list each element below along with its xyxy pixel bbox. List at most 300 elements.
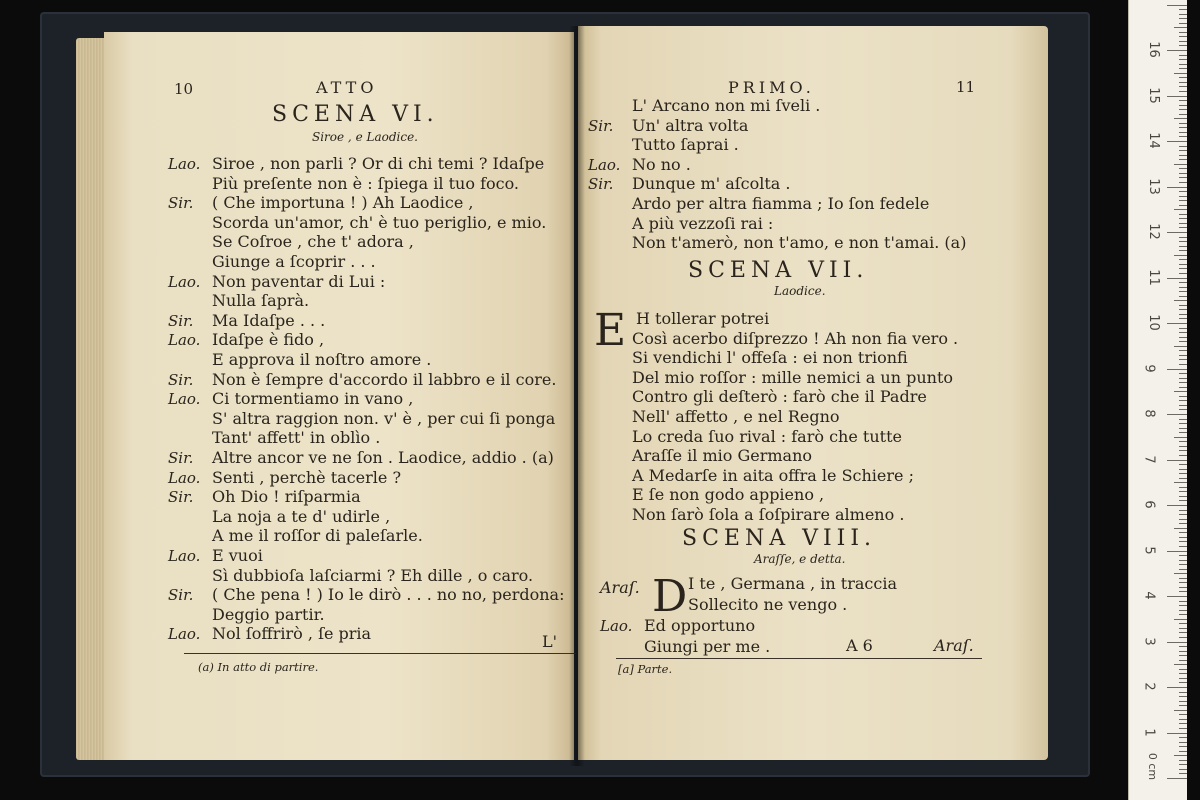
ruler-tick xyxy=(1179,182,1187,183)
ruler-number: 15 xyxy=(1145,86,1161,104)
ruler-tick xyxy=(1167,460,1187,461)
footnote-rule xyxy=(184,653,576,654)
ruler-tick xyxy=(1179,669,1187,670)
scene-characters: Siroe , e Laodice. xyxy=(312,130,418,144)
ruler-tick xyxy=(1179,692,1187,693)
ruler-number: 7 xyxy=(1141,454,1157,464)
ruler-tick xyxy=(1179,450,1187,451)
ruler-tick xyxy=(1179,9,1187,10)
ruler-tick xyxy=(1179,405,1187,406)
dialogue-text: Siroe , non parli ? Or di chi temi ? Idaſpe xyxy=(212,154,545,173)
drop-cap: E xyxy=(594,305,627,356)
dialogue-text: E vuoi xyxy=(212,546,263,565)
speaker-label: Lao. xyxy=(168,155,201,173)
ruler-tick xyxy=(1179,86,1187,87)
ruler-tick xyxy=(1179,241,1187,242)
ruler-tick xyxy=(1167,96,1187,97)
ruler-tick xyxy=(1179,36,1187,37)
ruler-tick xyxy=(1174,664,1187,665)
scene-characters-8: Araſſe, e detta. xyxy=(754,552,846,566)
ruler-tick xyxy=(1179,264,1187,265)
dialogue-line xyxy=(168,370,556,391)
book-gutter xyxy=(569,26,585,766)
speaker-label: Sir. xyxy=(168,586,194,605)
ruler-number: 11 xyxy=(1145,268,1161,286)
dialogue-text: Un' altra volta xyxy=(632,115,749,135)
ruler-tick xyxy=(1179,355,1187,356)
ruler-tick xyxy=(1174,118,1187,119)
ruler-number: 1 xyxy=(1141,727,1157,737)
ruler-tick xyxy=(1167,596,1187,597)
ruler-tick xyxy=(1179,114,1187,115)
dialogue-text: Altre ancor ve ne ſon . Laodice, addio . (a) xyxy=(212,448,554,467)
speaker-label: Sir. xyxy=(168,370,194,389)
ruler-tick xyxy=(1179,159,1187,160)
ruler-tick xyxy=(1179,359,1187,360)
dialogue-line xyxy=(168,487,361,508)
ruler-tick xyxy=(1167,232,1187,233)
ruler-tick xyxy=(1174,755,1187,756)
dialogue-line xyxy=(168,624,371,645)
monologue-line: Contro gli deſterò : farò che il Padre xyxy=(632,387,927,407)
ruler-tick xyxy=(1179,136,1187,137)
drop-cap-d: D xyxy=(652,571,688,622)
ruler-tick xyxy=(1179,132,1187,133)
ruler-tick xyxy=(1179,601,1187,602)
running-head: PRIMO. xyxy=(728,78,815,97)
page-number: 11 xyxy=(956,78,976,96)
ruler-tick xyxy=(1167,414,1187,415)
ruler-tick xyxy=(1179,387,1187,388)
ruler-tick xyxy=(1179,682,1187,683)
dialogue-text: Più preſente non è : ſpiega il tuo foco. xyxy=(212,173,520,193)
dialogue-text: ( Che importuna ! ) Ah Laodice , xyxy=(212,193,474,213)
speaker-label: Lao. xyxy=(588,155,621,174)
ruler-tick xyxy=(1179,441,1187,442)
ruler-tick xyxy=(1179,746,1187,747)
ruler-tick xyxy=(1179,532,1187,533)
ruler-tick xyxy=(1179,32,1187,33)
speaker-label: Sir. xyxy=(588,116,614,135)
ruler-tick xyxy=(1179,191,1187,192)
speaker-label: Lao. xyxy=(600,617,633,635)
monologue-line: E ſe non godo appieno , xyxy=(632,485,825,505)
ruler-tick xyxy=(1179,150,1187,151)
ruler-tick xyxy=(1179,205,1187,206)
ruler-tick xyxy=(1179,773,1187,774)
dialogue-line xyxy=(168,468,401,489)
dialogue-text: No no . xyxy=(632,154,691,174)
dialogue-text: Giunge a ſcoprir . . . xyxy=(212,252,376,271)
speaker-label: Lao. xyxy=(168,272,201,291)
monologue-line: Araſſe il mio Germano xyxy=(632,446,813,466)
footnote: (a) In atto di partire. xyxy=(198,660,319,674)
ruler-number: 13 xyxy=(1145,177,1161,195)
closing-line-2: Giungi per me . xyxy=(644,637,771,656)
ruler-tick xyxy=(1179,337,1187,338)
dialogue-text: Sì dubbioſa laſciarmi ? Eh dille , o caro. xyxy=(212,565,534,585)
ruler-tick xyxy=(1179,578,1187,579)
dialogue-line xyxy=(168,585,564,606)
monologue-line: H tollerar potrei xyxy=(636,309,770,328)
ruler-tick xyxy=(1179,23,1187,24)
dialogue-text: L' Arcano non mi ſveli . xyxy=(632,96,821,115)
dialogue-text: Oh Dio ! riſparmia xyxy=(212,487,361,507)
speaker-label: Sir. xyxy=(168,194,194,213)
ruler-tick xyxy=(1179,305,1187,306)
ruler-tick xyxy=(1179,546,1187,547)
dialogue-text: Ed opportuno xyxy=(644,616,756,635)
ruler-tick xyxy=(1167,505,1187,506)
ruler-tick xyxy=(1179,314,1187,315)
ruler-tick xyxy=(1167,50,1187,51)
ruler-tick xyxy=(1179,591,1187,592)
ruler-tick xyxy=(1179,610,1187,611)
dialogue-line xyxy=(168,272,385,293)
ruler-tick xyxy=(1179,91,1187,92)
dialogue-line xyxy=(168,193,473,214)
ruler-tick xyxy=(1167,778,1187,779)
ruler-tick xyxy=(1179,646,1187,647)
monologue-line: Così acerbo diſprezzo ! Ah non fia vero . xyxy=(632,328,959,348)
dialogue-line xyxy=(168,154,544,175)
dialogue-text: Nulla ſaprà. xyxy=(212,291,310,311)
right-page xyxy=(578,26,1048,760)
ruler-tick xyxy=(1179,273,1187,274)
ruler-tick xyxy=(1179,705,1187,706)
ruler-tick xyxy=(1179,491,1187,492)
dialogue-text: Ardo per altra fiamma ; Io ſon fedele xyxy=(632,194,930,213)
ruler-tick xyxy=(1179,146,1187,147)
ruler-tick xyxy=(1179,737,1187,738)
dialogue-line xyxy=(168,389,413,410)
ruler-tick xyxy=(1179,428,1187,429)
ruler-tick xyxy=(1179,82,1187,83)
ruler-number: 14 xyxy=(1145,132,1161,149)
ruler-tick xyxy=(1179,168,1187,169)
ruler-tick xyxy=(1179,555,1187,556)
ruler-tick xyxy=(1179,196,1187,197)
ruler-tick xyxy=(1179,510,1187,511)
dialogue-text: Non è ſempre d'accordo il labbro e il core. xyxy=(212,369,557,389)
scene-title-7: SCENA VII. xyxy=(688,258,869,283)
ruler-tick xyxy=(1179,519,1187,520)
ruler-number: 9 xyxy=(1141,363,1157,373)
scene8-line-2: Sollecito ne vengo . xyxy=(688,595,848,614)
dialogue-line xyxy=(168,252,376,272)
dialogue-line xyxy=(168,526,423,546)
dialogue-text: E approva il noſtro amore . xyxy=(212,350,432,369)
running-head: ATTO xyxy=(316,78,378,97)
ruler-tick xyxy=(1179,628,1187,629)
ruler-tick xyxy=(1167,141,1187,142)
ruler-tick xyxy=(1179,18,1187,19)
ruler-number: 2 xyxy=(1141,682,1157,691)
ruler-tick xyxy=(1179,637,1187,638)
ruler-tick xyxy=(1174,482,1187,483)
dialogue-line xyxy=(168,291,309,311)
ruler-tick xyxy=(1179,605,1187,606)
ruler-tick xyxy=(1179,760,1187,761)
ruler-tick xyxy=(1179,623,1187,624)
ruler-tick xyxy=(1179,45,1187,46)
dialogue-line xyxy=(588,174,791,195)
dialogue-text: Tutto ſaprai . xyxy=(632,135,739,155)
dialogue-text: Non t'amerò, non t'amo, e non t'amai. (a) xyxy=(632,233,967,253)
dialogue-text: La noja a te d' udirle , xyxy=(212,506,391,526)
monologue-line: Del mio roſſor : mille nemici a un punto xyxy=(632,367,954,387)
ruler-tick xyxy=(1167,5,1187,6)
ruler-tick xyxy=(1179,487,1187,488)
ruler-tick xyxy=(1179,214,1187,215)
ruler-tick xyxy=(1179,400,1187,401)
ruler-tick xyxy=(1179,446,1187,447)
ruler-tick xyxy=(1174,391,1187,392)
dialogue-line xyxy=(588,155,691,176)
speaker-label: Lao. xyxy=(168,468,201,487)
dialogue-line xyxy=(168,409,555,429)
ruler-number: 10 xyxy=(1145,314,1161,331)
scene-title-8: SCENA VIII. xyxy=(682,526,877,551)
dialogue-line xyxy=(588,135,739,155)
ruler-tick xyxy=(1179,350,1187,351)
left-page xyxy=(104,32,574,760)
ruler-tick xyxy=(1167,323,1187,324)
footnote: [a] Parte. xyxy=(618,662,673,676)
ruler-tick xyxy=(1174,619,1187,620)
ruler-tick xyxy=(1179,569,1187,570)
dialogue-text: ( Che pena ! ) Io le dirò . . . no no, perdona: xyxy=(212,585,565,605)
ruler-tick xyxy=(1174,164,1187,165)
dialogue-text: Deggio partir. xyxy=(212,604,325,624)
ruler-number: 12 xyxy=(1145,223,1161,240)
dialogue-line xyxy=(168,330,324,351)
ruler-tick xyxy=(1179,218,1187,219)
dialogue-text: Senti , perchè tacerle ? xyxy=(212,467,402,487)
ruler-tick xyxy=(1179,282,1187,283)
ruler-tick xyxy=(1179,291,1187,292)
ruler-tick xyxy=(1174,573,1187,574)
ruler-tick xyxy=(1179,332,1187,333)
speaker-label: Lao. xyxy=(168,547,201,565)
ruler-tick xyxy=(1179,55,1187,56)
closing-line-1 xyxy=(600,616,755,637)
dialogue-line xyxy=(168,507,390,527)
ruler-tick xyxy=(1179,614,1187,615)
ruler-tick xyxy=(1179,309,1187,310)
catchword: Araſ. xyxy=(934,636,974,655)
ruler-tick xyxy=(1179,723,1187,724)
ruler-tick xyxy=(1179,59,1187,60)
dialogue-line xyxy=(168,174,519,194)
ruler-tick xyxy=(1174,437,1187,438)
speaker-label: Lao. xyxy=(168,390,201,409)
ruler-tick xyxy=(1179,651,1187,652)
ruler-tick xyxy=(1179,41,1187,42)
ruler-tick xyxy=(1167,687,1187,688)
ruler-tick xyxy=(1179,582,1187,583)
ruler-tick xyxy=(1167,187,1187,188)
ruler-tick xyxy=(1179,77,1187,78)
ruler-tick xyxy=(1179,469,1187,470)
ruler-tick xyxy=(1179,714,1187,715)
ruler-tick xyxy=(1179,109,1187,110)
dialogue-line xyxy=(168,350,431,370)
speaker-label: Lao. xyxy=(168,331,201,350)
ruler-tick xyxy=(1179,127,1187,128)
ruler-tick xyxy=(1179,541,1187,542)
dialogue-line xyxy=(168,566,533,586)
ruler-tick xyxy=(1174,27,1187,28)
ruler-tick xyxy=(1179,432,1187,433)
ruler-tick xyxy=(1179,719,1187,720)
ruler-number: 6 xyxy=(1141,500,1157,509)
ruler-unit-label: 0 cm xyxy=(1146,752,1160,781)
signature-mark: A 6 xyxy=(846,636,873,655)
ruler-tick xyxy=(1179,655,1187,656)
dialogue-text: A me il roſſor di paleſarle. xyxy=(212,526,423,546)
ruler-tick xyxy=(1179,473,1187,474)
ruler-tick xyxy=(1179,514,1187,515)
ruler-tick xyxy=(1179,177,1187,178)
ruler-tick xyxy=(1179,64,1187,65)
ruler-tick xyxy=(1179,173,1187,174)
ruler-tick xyxy=(1179,742,1187,743)
ruler-tick xyxy=(1179,382,1187,383)
dialogue-text: Dunque m' aſcolta . xyxy=(632,174,791,194)
ruler-tick xyxy=(1174,528,1187,529)
dialogue-text: A più vezzoſi rai : xyxy=(632,213,774,233)
monologue-line: Si vendichi l' offeſa : ei non trionfi xyxy=(632,348,908,368)
ruler-tick xyxy=(1179,268,1187,269)
ruler-tick xyxy=(1174,255,1187,256)
ruler-tick xyxy=(1167,642,1187,643)
ruler-tick xyxy=(1179,227,1187,228)
ruler-tick xyxy=(1179,523,1187,524)
ruler-tick xyxy=(1179,373,1187,374)
dialogue-text: Tant' affett' in oblìo . xyxy=(212,428,381,448)
dialogue-line xyxy=(168,311,325,332)
ruler-tick xyxy=(1179,105,1187,106)
ruler-tick xyxy=(1179,378,1187,379)
ruler-tick xyxy=(1174,300,1187,301)
ruler-tick xyxy=(1167,369,1187,370)
ruler-number: 5 xyxy=(1141,545,1157,555)
monologue-line: Nell' affetto , e nel Regno xyxy=(632,407,840,426)
dialogue-text: Se Coſroe , che t' adora , xyxy=(212,232,414,252)
ruler-tick xyxy=(1179,409,1187,410)
ruler-tick xyxy=(1179,464,1187,465)
ruler-tick xyxy=(1179,14,1187,15)
dialogue-line xyxy=(168,546,263,567)
ruler-tick xyxy=(1179,123,1187,124)
ruler-tick xyxy=(1179,660,1187,661)
dialogue-text: Ma Idaſpe . . . xyxy=(212,310,326,330)
ruler-tick xyxy=(1179,318,1187,319)
ruler-tick xyxy=(1179,68,1187,69)
dialogue-text: Nol ſoffrirò , ſe pria xyxy=(212,624,372,644)
dialogue-line xyxy=(168,428,380,448)
dialogue-line xyxy=(168,213,546,233)
ruler-tick xyxy=(1179,478,1187,479)
ruler-tick xyxy=(1179,423,1187,424)
ruler-number: 8 xyxy=(1141,409,1157,418)
page-number: 10 xyxy=(174,80,194,98)
speaker-label: Sir. xyxy=(168,311,194,330)
ruler-tick xyxy=(1179,455,1187,456)
ruler-tick xyxy=(1179,246,1187,247)
speaker-label: Araſ. xyxy=(600,578,640,597)
ruler-tick xyxy=(1174,209,1187,210)
ruler-tick xyxy=(1179,673,1187,674)
ruler-tick xyxy=(1179,769,1187,770)
monologue-line: Non ſarò ſola a ſoſpirare almeno . xyxy=(632,505,905,524)
ruler-tick xyxy=(1167,278,1187,279)
ruler-tick xyxy=(1179,701,1187,702)
dialogue-line xyxy=(588,233,966,253)
scene-title: SCENA VI. xyxy=(272,102,439,127)
ruler-tick xyxy=(1179,200,1187,201)
ruler-tick xyxy=(1174,710,1187,711)
monologue-line: Lo creda ſuo rival : farò che tutte xyxy=(632,426,902,446)
ruler-tick xyxy=(1167,551,1187,552)
speaker-label: Lao. xyxy=(168,625,201,644)
dialogue-line xyxy=(588,194,929,214)
ruler-tick xyxy=(1179,341,1187,342)
ruler-tick xyxy=(1179,587,1187,588)
ruler-tick xyxy=(1167,733,1187,734)
ruler-tick xyxy=(1179,751,1187,752)
ruler-tick xyxy=(1174,73,1187,74)
ruler-tick xyxy=(1179,250,1187,251)
ruler-tick xyxy=(1179,537,1187,538)
ruler-tick xyxy=(1179,364,1187,365)
dialogue-line xyxy=(588,96,820,116)
ruler-tick xyxy=(1179,632,1187,633)
ruler-tick xyxy=(1179,500,1187,501)
catchword: L' xyxy=(542,632,558,651)
dialogue-text: Non paventar di Lui : xyxy=(212,271,386,291)
ruler-tick xyxy=(1174,346,1187,347)
dialogue-line xyxy=(168,232,414,252)
monologue-line: A Medarſe in aita offra le Schiere ; xyxy=(632,465,914,485)
dialogue-text: Scorda un'amor, ch' è tuo periglio, e mio. xyxy=(212,212,547,232)
dialogue-line xyxy=(588,116,748,137)
dialogue-line xyxy=(588,214,773,234)
ruler-tick xyxy=(1179,287,1187,288)
dialogue-line xyxy=(168,605,325,625)
ruler-tick xyxy=(1179,419,1187,420)
measuring-ruler xyxy=(1128,0,1187,800)
ruler-tick xyxy=(1179,564,1187,565)
ruler-tick xyxy=(1179,259,1187,260)
scene8-line-1: I te , Germana , in traccia xyxy=(688,574,897,593)
speaker-label: Sir. xyxy=(168,449,194,467)
ruler-tick xyxy=(1179,296,1187,297)
ruler-tick xyxy=(1179,328,1187,329)
ruler-tick xyxy=(1179,678,1187,679)
ruler-tick xyxy=(1179,100,1187,101)
ruler-tick xyxy=(1179,496,1187,497)
ruler-tick xyxy=(1179,396,1187,397)
ruler-tick xyxy=(1179,696,1187,697)
dialogue-line xyxy=(168,448,554,469)
ruler-number: 16 xyxy=(1145,41,1161,58)
dialogue-text: Idaſpe è fido , xyxy=(212,330,325,350)
ruler-tick xyxy=(1179,728,1187,729)
scene-characters-7: Laodice. xyxy=(774,284,826,298)
ruler-tick xyxy=(1179,560,1187,561)
